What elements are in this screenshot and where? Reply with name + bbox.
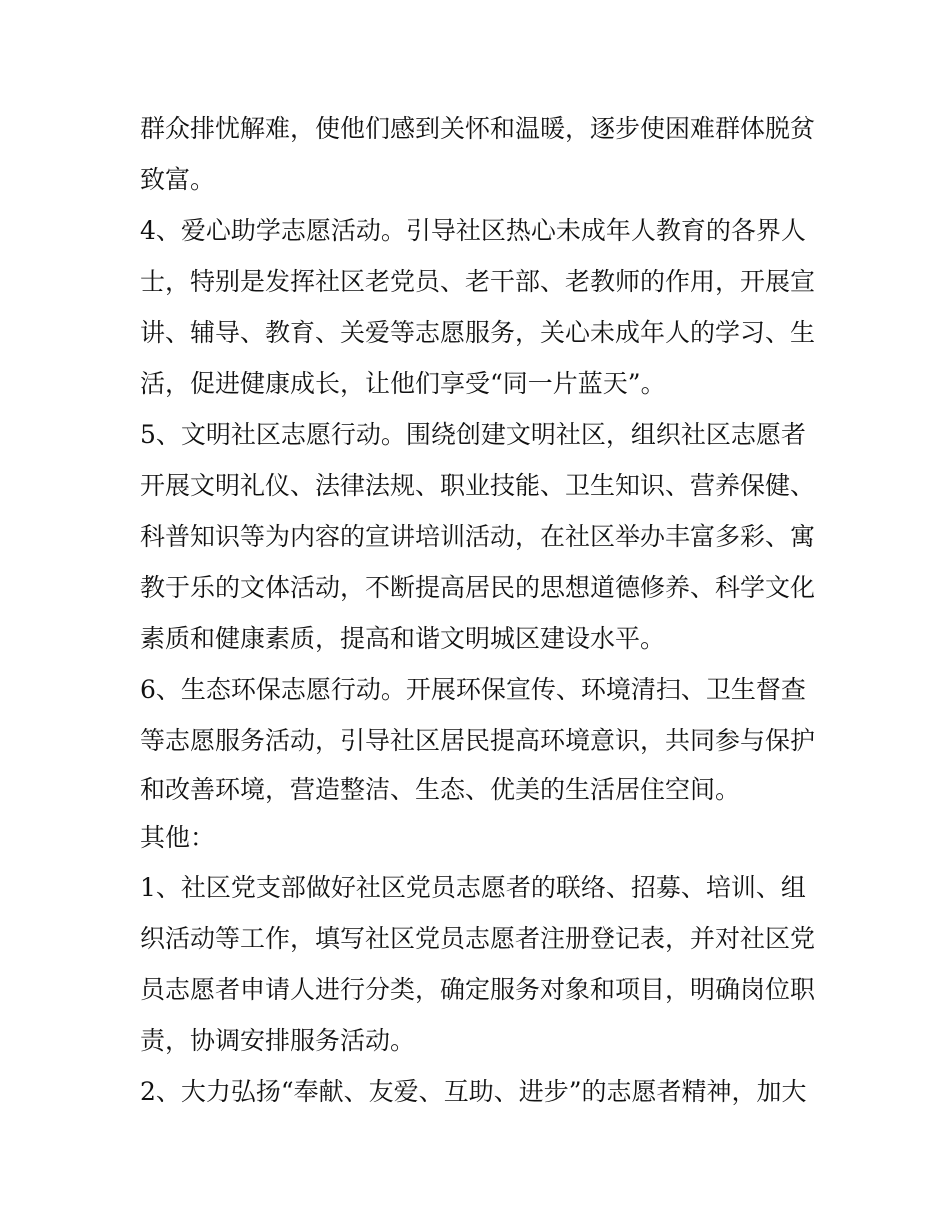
text-line: 6、生态环保志愿行动。开展环保宣传、环境清扫、卫生督查 (140, 675, 806, 704)
text-line: 等志愿服务活动，引导社区居民提高环境意识，共同参与保护 (140, 726, 816, 755)
text-line: 1、社区党支部做好社区党员志愿者的联络、招募、培训、组 (140, 873, 806, 902)
text-line: 群众排忧解难，使他们感到关怀和温暖，逐步使困难群体脱贫 (140, 114, 816, 143)
text-line: 致富。 (140, 165, 216, 194)
text-line: 开展文明礼仪、法律法规、职业技能、卫生知识、营养保健、 (140, 471, 816, 500)
text-line: 科普知识等为内容的宣讲培训活动，在社区举办丰富多彩、寓 (140, 522, 816, 551)
text-line: 和改善环境，营造整洁、生态、优美的生活居住空间。 (140, 775, 741, 804)
text-line: 5、文明社区志愿行动。围绕创建文明社区，组织社区志愿者 (140, 420, 806, 449)
document-body (140, 103, 815, 1117)
text-line: 活，促进健康成长，让他们享受“同一片蓝天”。 (140, 369, 666, 398)
text-line: 员志愿者申请人进行分类，确定服务对象和项目，明确岗位职 (140, 975, 816, 1004)
text-line: 教于乐的文体活动，不断提高居民的思想道德修养、科学文化 (140, 573, 816, 602)
text-line: 其他： (140, 823, 216, 852)
text-line: 2、大力弘扬“奉献、友爱、互助、进步”的志愿者精神，加大 (140, 1077, 807, 1106)
text-line: 素质和健康素质，提高和谐文明城区建设水平。 (140, 624, 666, 653)
text-line: 讲、辅导、教育、关爱等志愿服务，关心未成年人的学习、生 (140, 318, 816, 347)
text-line: 织活动等工作，填写社区党员志愿者注册登记表，并对社区党 (140, 924, 816, 953)
text-line: 4、爱心助学志愿活动。引导社区热心未成年人教育的各界人 (140, 216, 806, 245)
text-line: 责，协调安排服务活动。 (140, 1026, 416, 1055)
text-line: 士，特别是发挥社区老党员、老干部、老教师的作用，开展宣 (140, 267, 816, 296)
